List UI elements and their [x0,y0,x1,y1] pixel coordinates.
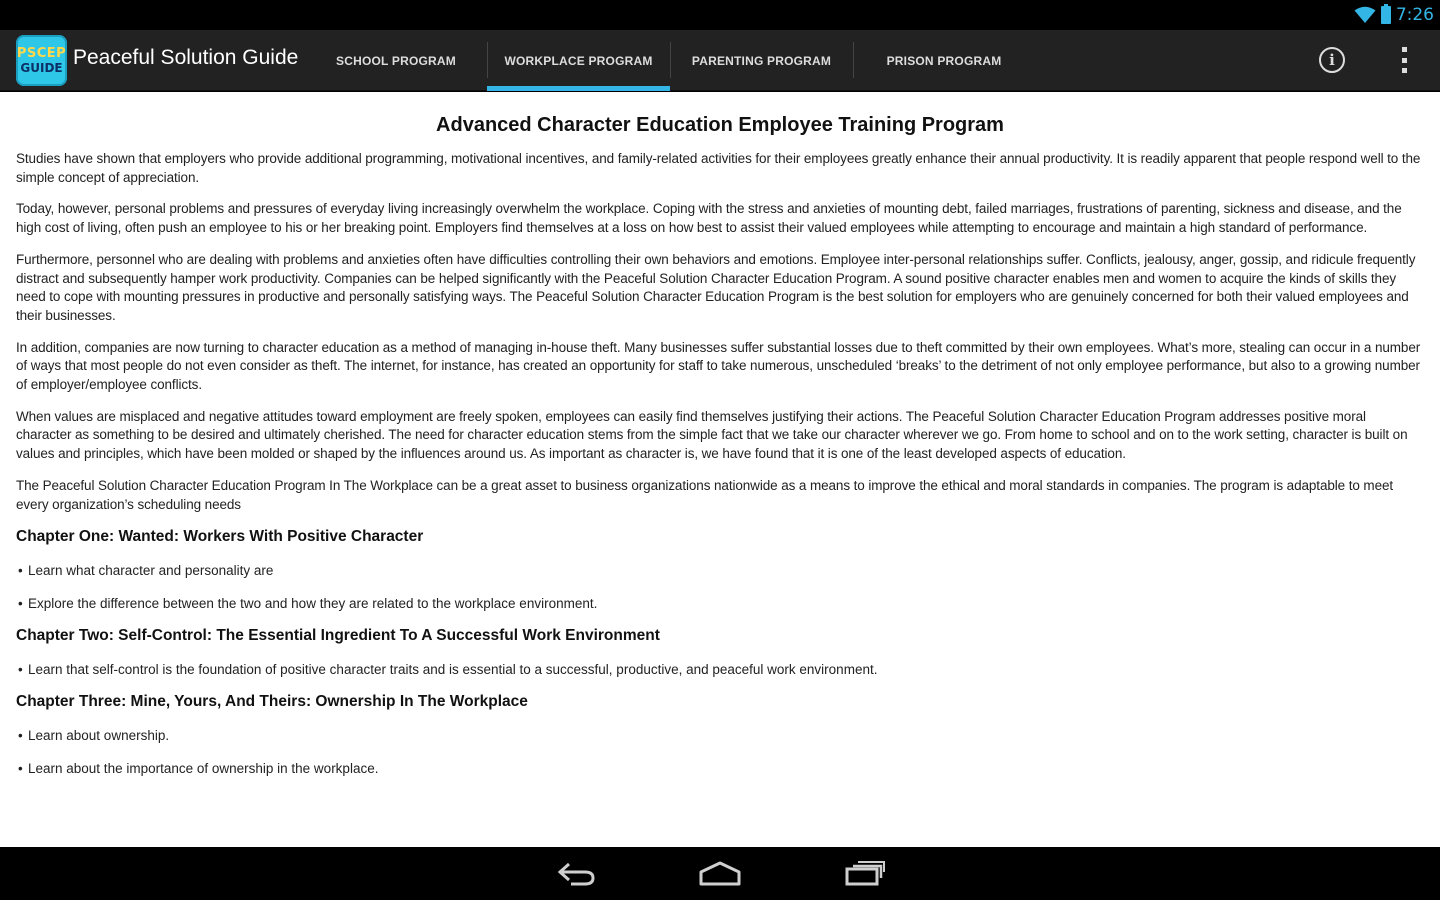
paragraph: Studies have shown that employers who provide additional programming, motivational incentives, and family-related activities for their employees greatly enhance their annual productivity. It is readily apparent that people respond well to the simple concept of appreciation. [16,151,1421,185]
overflow-menu-icon[interactable] [1394,45,1414,75]
tab-school-program[interactable] [305,30,487,91]
app-logo-line1: PSCEP [16,45,67,61]
tab-workplace-program[interactable] [487,30,670,91]
document-title: Advanced Character Education Employee Training Program [436,114,1004,136]
chapter-heading: Chapter Two: Self-Control: The Essential Ingredient To A Successful Work Environment [16,627,660,645]
recent-apps-icon[interactable] [835,855,895,891]
paragraph: When values are misplaced and negative attitudes toward employment are freely spoken, employees can easily find themselves justifying their actions. The Peaceful Solution Character Education Program addresses positive moral character as something to be desired and ultimately cherished. The need for character education stems from the simple fact that we take our character wherever we go. From home to school and on to the work setting, character is built on values and principles, which have been molded or shaped by the influences around us. As important as character is, we have found that it is one of the least developed aspects of education. [16,408,1408,462]
list-item: • Explore the difference between the two and how they are related to the workplace environment. [16,595,1424,613]
paragraph: The Peaceful Solution Character Education Program In The Workplace can be a great asset to business organizations nationwide as a means to improve the ethical and moral standards in companies. The program is adaptable to meet every organization’s scheduling needs [16,477,1394,512]
paragraph: Today, however, personal problems and pressures of everyday living increasingly overwhelm the workplace. Coping with the stress and anxieties of mounting debt, failed marriages, frustrations of parenting, sickness and disease, and the high cost of living, often push an employee to his or her breaking point. Employers find themselves at a loss on how best to assist their valued employees while attempting to encourage and maintain a high standard of performance. [16,201,1402,236]
list-item: • Learn that self-control is the foundation of positive character traits and is essential to a successful, productive, and peaceful work environment. [16,661,1424,679]
tab-label: WORKPLACE PROGRAM [504,53,653,68]
status-bar [0,0,1440,30]
tab-label: SCHOOL PROGRAM [336,53,456,68]
tab-label: PRISON PROGRAM [886,53,1002,68]
paragraph: Furthermore, personnel who are dealing with problems and anxieties often have difficulties controlling their own behaviors and emotions. Employee inter-personal relationships suffer. Conflicts, jealousy, anger, gossip, and ridicule frequently distract and subsequently hamper work productivity. Companies can be helped significantly with the Peaceful Solution Character Education Program. A sound positive character enables men and women to acquire the kinds of skills they need to cope with mounting pressures in productive and personally satisfying ways. The Peaceful Solution Character Education Program is the best solution for employers who are genuinely concerned for both their valued employees and their businesses. [16,251,1416,323]
status-icons [1354,4,1434,26]
tab-label: PARENTING PROGRAM [691,53,832,68]
app-title: Peaceful Solution Guide [73,46,299,69]
tab-parenting-program[interactable] [670,30,853,91]
overflow-dot [1402,47,1407,52]
status-clock: 7:26 [1395,5,1434,25]
overflow-dot [1402,58,1407,63]
list-item: • Learn what character and personality are [16,562,1424,580]
overflow-dot [1402,68,1407,73]
list-item: • Learn about ownership. [16,727,1424,745]
home-icon[interactable] [690,855,750,891]
chapter-heading: Chapter Three: Mine, Yours, And Theirs: Ownership In The Workplace [16,693,528,711]
tab-bar [305,30,1035,91]
back-icon[interactable] [546,855,606,891]
battery-icon [1381,6,1391,24]
document-content[interactable] [0,92,1440,847]
app-logo-line2: GUIDE [20,60,63,75]
info-icon[interactable]: i [1319,47,1345,73]
action-bar [0,30,1440,91]
list-item: • Learn about the importance of ownership in the workplace. [16,760,1424,778]
chapter-heading: Chapter One: Wanted: Workers With Positive Character [16,528,424,546]
navigation-bar [0,847,1440,900]
tab-prison-program[interactable] [853,30,1035,91]
app-logo[interactable] [16,35,67,86]
wifi-icon [1354,6,1376,24]
paragraph: In addition, companies are now turning to character education as a method of managing in-house theft. Many businesses suffer substantial losses due to theft committed by their own employees. What’s more, stealing can occur in a number of ways that most people do not even consider as theft. The internet, for instance, has created an opportunity for staff to take numerous, unscheduled ‘breaks’ to the detriment of not only employee performance, but also to a growing number of employer/employee conflicts. [16,339,1421,393]
